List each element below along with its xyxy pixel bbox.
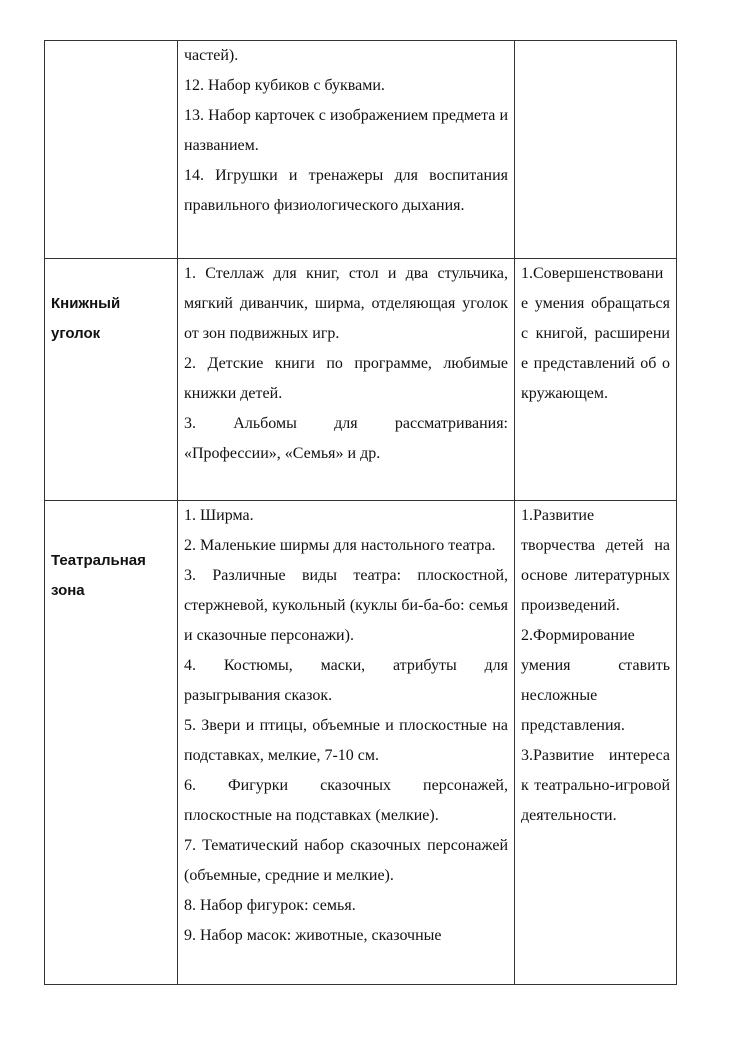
goal-text: 3.Развитие интереса к театрально-игровой деятельности. [521,747,670,824]
items-cell [178,259,515,501]
list-item: 3. Различные виды театра: плоскостной, стержневой, кукольный (куклы би-ба-бо: семья и сказочные персонажи). [184,567,508,644]
list-item: 14. Игрушки и тренажеры для воспитания правильного физиологического дыхания. [184,167,508,214]
zones-table [44,40,677,985]
goal-text: 2.Формирование умения ставить несложные представления. [521,627,670,734]
list-item: 8. Набор фигурок: семья. [184,897,356,914]
list-item: 1. Стеллаж для книг, стол и два стульчика, мягкий диванчик, ширма, отделяющая уголок от зон подвижных игр. [184,265,508,342]
items-cell [178,41,515,259]
table-row [45,41,677,259]
zone-cell [45,259,178,501]
list-item: 1. Ширма. [184,507,254,524]
zone-label: зона [51,582,85,599]
list-item: 4. Костюмы, маски, атрибуты для разыгрывания сказок. [184,657,508,704]
list-item: 2. Детские книги по программе, любимые книжки детей. [184,355,508,402]
list-item: частей). [184,47,239,64]
zone-cell-empty [45,41,178,259]
table-row [45,259,677,501]
zone-label: Книжный [51,295,121,312]
goals-cell-empty [515,41,677,259]
items-cell [178,501,515,985]
goals-cell [515,501,677,985]
zone-cell [45,501,178,985]
list-item: 13. Набор карточек с изображением предмета и названием. [184,107,508,154]
goal-text: 1.Развитие творчества детей на основе литературных произведений. [521,507,670,614]
goal-text: 1.Совершенствование умения обращаться с книгой, расширение представлений об окружающем. [521,265,670,402]
list-item: 12. Набор кубиков с буквами. [184,77,385,94]
list-item: 3. Альбомы для рассматривания: «Профессии», «Семья» и др. [184,415,508,462]
list-item: 6. Фигурки сказочных персонажей, плоскостные на подставках (мелкие). [184,777,508,824]
zone-label: Театральная [51,552,146,569]
table-row [45,501,677,985]
goals-cell [515,259,677,501]
list-item: 7. Тематический набор сказочных персонажей (объемные, средние и мелкие). [184,837,508,884]
list-item: 9. Набор масок: животные, сказочные [184,927,442,944]
list-item: 2. Маленькие ширмы для настольного театра. [184,537,496,554]
list-item: 5. Звери и птицы, объемные и плоскостные на подставках, мелкие, 7-10 см. [184,717,508,764]
zone-label: уголок [51,325,101,342]
